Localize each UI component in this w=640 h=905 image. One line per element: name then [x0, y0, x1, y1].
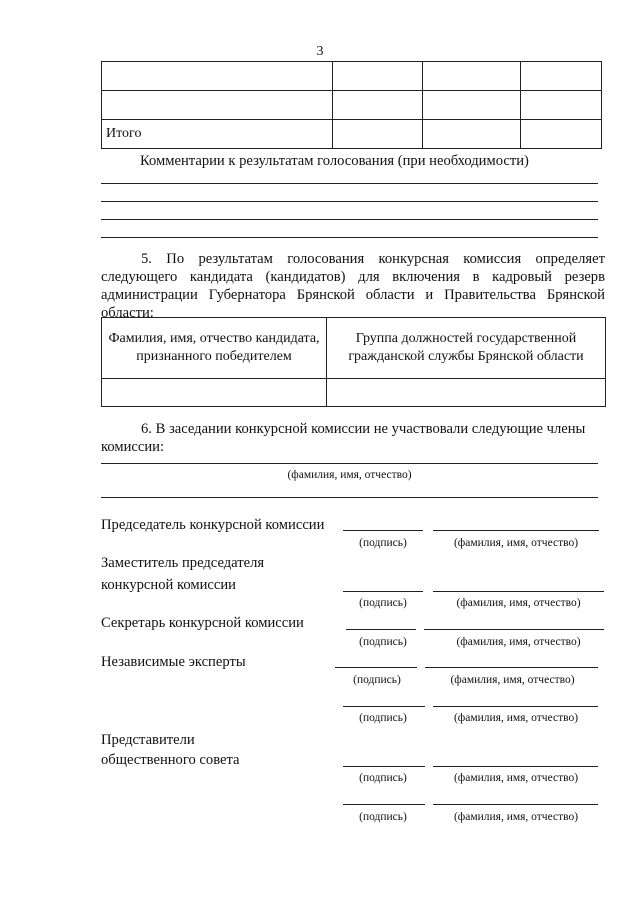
signature-line: [343, 591, 423, 592]
signature-line: [343, 530, 423, 531]
chairman-label: Председатель конкурсной комиссии: [101, 517, 325, 533]
signature-caption: (подпись): [359, 811, 407, 823]
signature-caption: (подпись): [359, 636, 407, 648]
name-line: [425, 667, 598, 668]
signature-caption: (подпись): [359, 772, 407, 784]
signature-caption: (подпись): [359, 712, 407, 724]
total-label: Итого: [102, 120, 333, 149]
name-line: [433, 766, 598, 767]
vote-results-table: [101, 61, 602, 149]
signature-line: [346, 629, 416, 630]
comment-line: [101, 219, 598, 220]
table-row: [102, 120, 602, 149]
signature-line: [335, 667, 417, 668]
name-line: [433, 591, 604, 592]
name-caption: (фамилия, имя, отчество): [453, 537, 579, 549]
signature-caption: (подпись): [353, 674, 401, 686]
page-number: 3: [316, 44, 324, 59]
fio-caption: (фамилия, имя, отчество): [287, 469, 412, 481]
name-caption: (фамилия, имя, отчество): [453, 772, 579, 784]
name-caption: (фамилия, имя, отчество): [453, 712, 579, 724]
signature-line: [343, 706, 425, 707]
candidate-name-header: Фамилия, имя, отчество кандидата, признанного победителем: [102, 318, 327, 379]
comments-label: Комментарии к результатам голосования (при необходимости): [140, 153, 529, 169]
table-row: [102, 91, 602, 120]
public-council-label-line1: Представители: [101, 732, 195, 748]
name-line: [433, 706, 598, 707]
signature-caption: (подпись): [359, 597, 407, 609]
section-6-text: 6. В заседании конкурсной комиссии не участвовали следующие члены комиссии:: [101, 421, 586, 455]
signature-caption: (подпись): [359, 537, 407, 549]
deputy-label-line1: Заместитель председателя: [101, 555, 265, 571]
signature-line: [343, 804, 425, 805]
position-group-header: Группа должностей государственной гражданской службы Брянской области: [327, 318, 606, 379]
absent-members-line: [101, 463, 598, 464]
candidates-table: [101, 317, 606, 407]
comment-line: [101, 201, 598, 202]
name-line: [433, 530, 599, 531]
comment-line: [101, 237, 598, 238]
name-line: [433, 804, 598, 805]
table-row: [102, 318, 606, 379]
comment-line: [101, 183, 598, 184]
section-5-text: 5. По результатам голосования конкурсная комиссия определяет следующего кандидата (кандидатов) для включения в кадровый резерв администрации Губернатора Брянской области и Правительства Брянской области:: [101, 251, 605, 321]
signature-line: [343, 766, 425, 767]
deputy-label-line2: конкурсной комиссии: [101, 577, 236, 593]
absent-members-line: [101, 497, 598, 498]
name-line: [424, 629, 604, 630]
public-council-label-line2: общественного совета: [101, 752, 240, 768]
name-caption: (фамилия, имя, отчество): [453, 811, 579, 823]
table-row: [102, 379, 606, 407]
name-caption: (фамилия, имя, отчество): [450, 674, 575, 686]
name-caption: (фамилия, имя, отчество): [456, 597, 581, 609]
table-row: [102, 62, 602, 91]
name-caption: (фамилия, имя, отчество): [456, 636, 581, 648]
secretary-label: Секретарь конкурсной комиссии: [101, 615, 304, 631]
experts-label: Независимые эксперты: [101, 654, 246, 670]
